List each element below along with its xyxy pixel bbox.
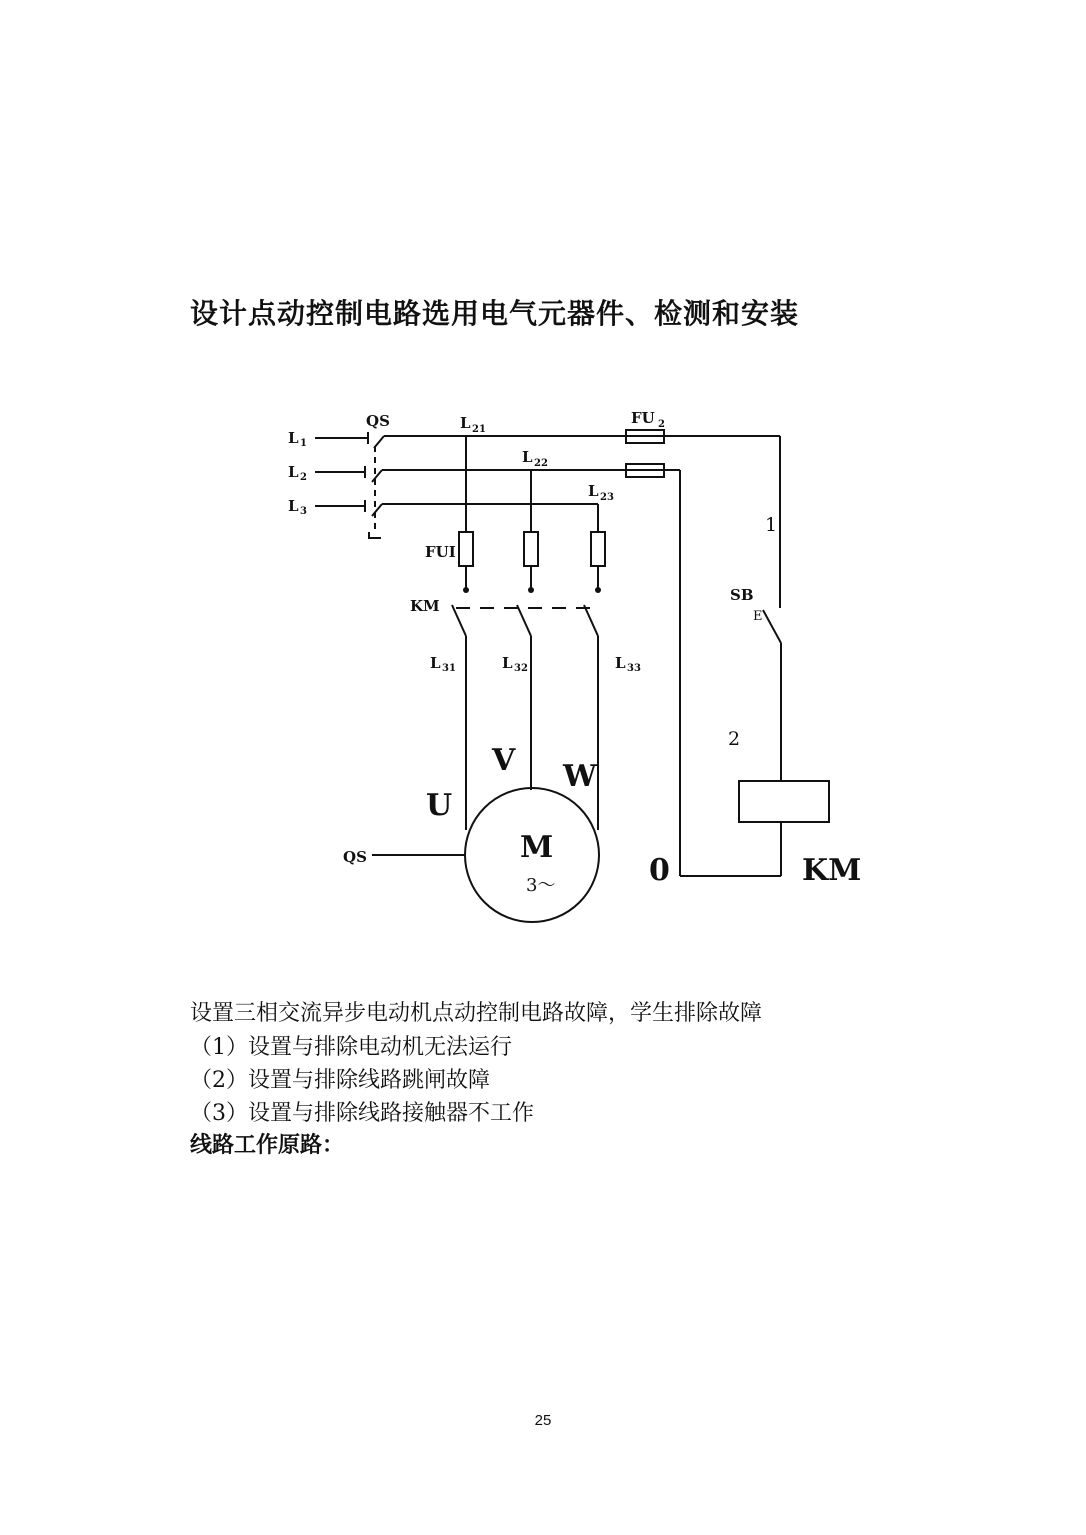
label-sb-e: E — [753, 609, 763, 624]
label-l32-sub: 32 — [514, 663, 528, 674]
page-title: 设计点动控制电路选用电气元器件、检测和安装 — [190, 297, 800, 330]
list-item: （2）设置与排除线路跳闸故障 — [190, 1068, 490, 1093]
label-qs-motor: QS — [343, 848, 367, 866]
label-l1-sub: 1 — [300, 438, 307, 449]
label-l31: L — [430, 654, 441, 672]
label-l3-sub: 3 — [300, 506, 307, 517]
label-l3: L — [288, 497, 299, 515]
label-motor-phase: 3～ — [526, 875, 556, 896]
fu1-fuse-1 — [459, 532, 473, 566]
section-heading: 线路工作原路： — [190, 1133, 345, 1158]
label-wire-1: 1 — [765, 514, 778, 536]
label-qs-top: QS — [366, 412, 390, 430]
sb-contact — [763, 610, 781, 643]
list-item: （1）设置与排除电动机无法运行 — [190, 1035, 512, 1060]
label-u: U — [426, 788, 453, 823]
page-number: 25 — [534, 1412, 552, 1429]
label-l33-sub: 33 — [627, 663, 641, 674]
label-l22: L — [522, 448, 533, 466]
qs-handle — [369, 532, 381, 538]
label-w: W — [563, 759, 597, 794]
node-dot-3 — [595, 587, 601, 593]
km-contact-1 — [452, 605, 466, 636]
label-fu2-sub: 2 — [658, 419, 665, 430]
label-l31-sub: 31 — [442, 663, 456, 674]
label-km-top: KM — [410, 597, 440, 615]
label-l32: L — [502, 654, 513, 672]
label-l1: L — [288, 429, 299, 447]
qs-blade-3 — [372, 504, 382, 516]
label-wire-2: 2 — [728, 728, 741, 750]
intro-paragraph: 设置三相交流异步电动机点动控制电路故障，学生排除故障 — [190, 1001, 763, 1026]
label-l2-sub: 2 — [300, 472, 307, 483]
label-l21: L — [460, 414, 471, 432]
fu1-fuse-2 — [524, 532, 538, 566]
label-motor: M — [520, 830, 554, 865]
km-contact-3 — [584, 605, 598, 636]
label-l22-sub: 22 — [534, 458, 548, 469]
label-l21-sub: 21 — [472, 424, 486, 435]
label-fu1: FUI — [425, 543, 456, 561]
list-item: （3）设置与排除线路接触器不工作 — [190, 1101, 534, 1126]
label-v: V — [492, 743, 516, 778]
node-dot-2 — [528, 587, 534, 593]
qs-blade-2 — [372, 470, 382, 482]
label-l2: L — [288, 463, 299, 481]
km-contact-2 — [517, 605, 531, 636]
label-fu2: FU — [631, 409, 655, 427]
label-l23-sub: 23 — [600, 492, 614, 503]
label-km-coil: KM — [802, 853, 862, 888]
fu1-fuse-3 — [591, 532, 605, 566]
label-sb: SB — [730, 586, 754, 604]
km-coil — [739, 781, 829, 822]
label-l33: L — [615, 654, 626, 672]
label-zero: 0 — [649, 853, 670, 888]
node-dot-1 — [463, 587, 469, 593]
label-l23: L — [588, 482, 599, 500]
